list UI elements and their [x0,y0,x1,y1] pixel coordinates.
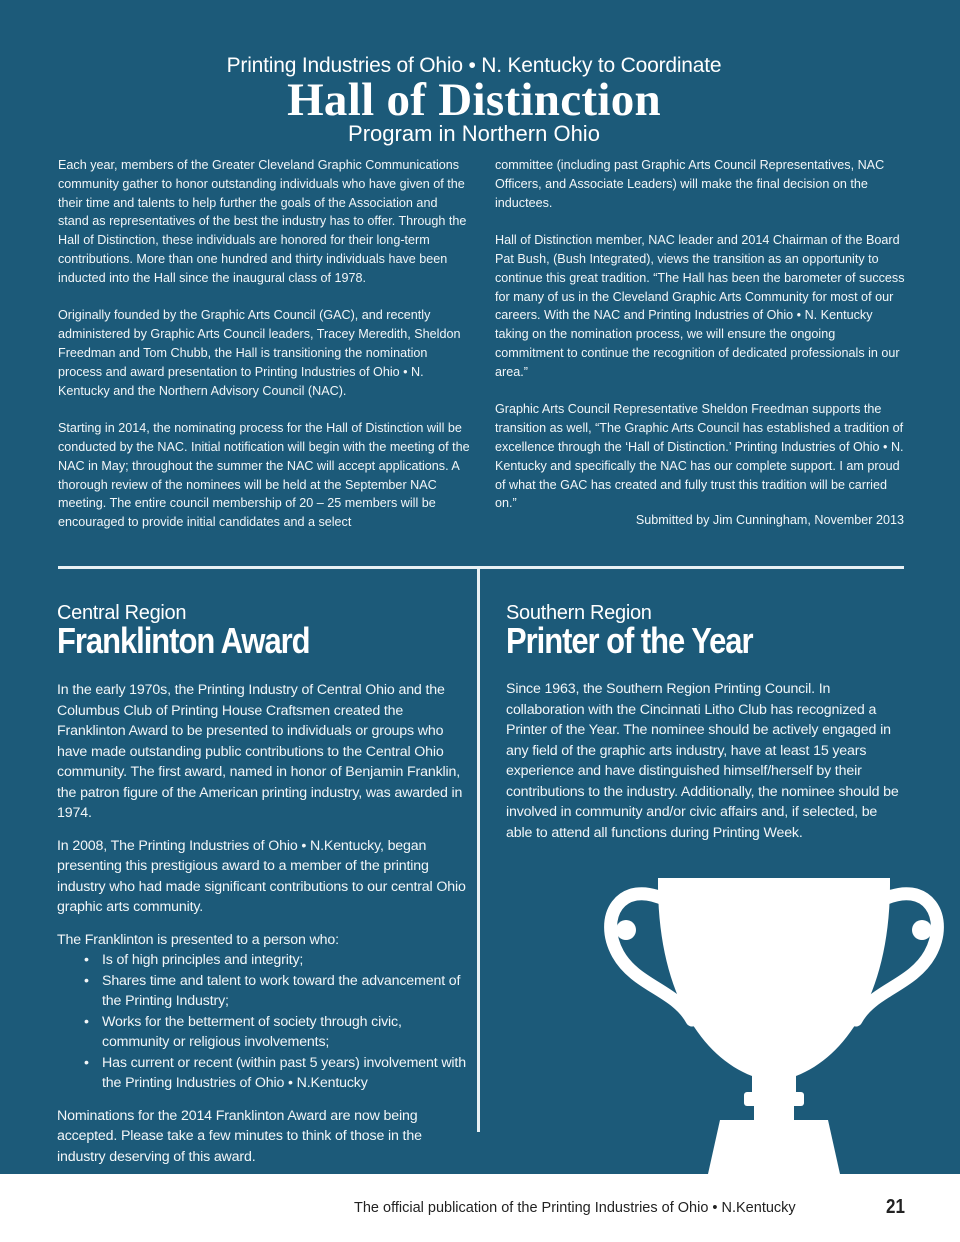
header-subtitle: Printing Industries of Ohio • N. Kentucky to Coordinate [226,54,722,77]
page-number: 21 [886,1196,905,1218]
vertical-divider [477,569,480,1132]
franklinton-paragraph: In 2008, The Printing Industries of Ohio • N.Kentucky, began presenting this prestigious award to a member of the printing industry who had made significant contributions to our central Ohio graphic arts community. [57,837,466,915]
page-title: Hall of Distinction [287,74,661,126]
franklinton-paragraph: The Franklinton is presented to a person who: [57,931,339,948]
franklinton-paragraph: In the early 1970s, the Printing Industry of Central Ohio and the Columbus Club of Printing House Craftsmen created the Franklinton Award to be presented to individuals or groups who have made outstanding public contributions to the Central Ohio community. The first award, named in honor of Benjamin Franklin, the patron figure of the American printing industry, was awarded in 1974. [57,682,463,821]
list-item: • Has current or recent (within past 5 years) involvement with the Printing Industries of Ohio • N.Kentucky [57,1053,467,1094]
list-item: • Shares time and talent to work toward the advancement of the Printing Industry; [57,971,467,1012]
article-paragraph: Starting in 2014, the nominating process for the Hall of Distinction will be conducted by the NAC. Initial notification will begin with the meeting of the NAC in May; throughout the summer the NAC will accept applications. A thorough review of the nominees will be held at the September NAC meeting. The entire council membership of 20 – 25 members will be encouraged to provide initial candidates and a select [58,421,470,530]
franklinton-paragraph: Nominations for the 2014 Franklinton Award are now being accepted. Please take a few minutes to think of those in the industry deserving of this award. [57,1107,422,1165]
franklinton-award-body [57,680,467,1179]
trophy-icon [600,870,945,1174]
list-item: • Works for the betterment of society through civic, community or religious involvements; [57,1012,467,1053]
page-footer [0,1196,960,1226]
printer-of-the-year-paragraph: Since 1963, the Southern Region Printing Council. In collaboration with the Cincinnati Litho Club has recognized a Printer of the Year. The nominee should be actively engaged in any field of the graphic arts industry, have at least 15 years experience and have distinguished himself/herself by their contributions to the industry. Additionally, the nominee should be involved in community and/or civic affairs and, if selected, be able to attend all functions during Printing Week. [506,681,899,841]
article-right-column [495,156,907,532]
horizontal-divider [58,566,904,569]
list-item: • Is of high principles and integrity; [57,950,467,971]
franklinton-award-title: Franklinton Award [57,620,310,661]
printer-of-the-year-title: Printer of the Year [506,620,753,661]
southern-region-label: Southern Region [506,602,652,624]
article-left-column [58,156,470,551]
footer-publication-text: The official publication of the Printing Industries of Ohio • N.Kentucky [354,1200,796,1216]
header-program: Program in Northern Ohio [348,121,600,146]
article-paragraph: Each year, members of the Greater Cleveland Graphic Communications community gather to honor outstanding individuals who have given of the their time and talents to help further the goals of the Association and stand as representatives of the best the industry has to offer. Through the Hall of Distinction, these individuals are honored for their long-term contributions. More than one hundred and thirty individuals have been inducted into the Hall since the inaugural class of 1978. [58,158,467,285]
article-byline: Submitted by Jim Cunningham, November 2013 [635,513,904,527]
article-paragraph: Graphic Arts Council Representative Sheldon Freedman supports the transition as well, “The Graphic Arts Council has established a tradition of excellence through the ‘Hall of Distinction.’ Printing Industries of Ohio • N. Kentucky and specifically the NAC has our complete support. I am proud of what the GAC has created and fully trust this tradition will be carried on.” [495,402,904,511]
criteria-list [57,950,467,1094]
article-paragraph: committee (including past Graphic Arts Council Representatives, NAC Officers, and Associate Leaders) will make the final decision on the inductees. [495,158,885,210]
printer-of-the-year-body [506,679,906,855]
central-region-label: Central Region [57,602,187,624]
article-paragraph: Hall of Distinction member, NAC leader and 2014 Chairman of the Board Pat Bush, (Bush Integrated), views the transition as an opportunity to continue this great tradition. “The Hall has been the barometer of success for many of us in the Cleveland Graphic Arts Community for most of our careers. With the NAC and Printing Industries of Ohio • N. Kentucky taking on the nomination process, we will ensure the ongoing commitment to continue the recognition of dedicated professionals in our area.” [495,233,905,379]
article-paragraph: Originally founded by the Graphic Arts Council (GAC), and recently administered by Graphic Arts Council leaders, Tracey Meredith, Sheldon Freedman and Tom Chubb, the Hall is transitioning the nomination process and award presentation to Printing Industries of Ohio • N. Kentucky and the Northern Advisory Council (NAC). [58,308,461,398]
